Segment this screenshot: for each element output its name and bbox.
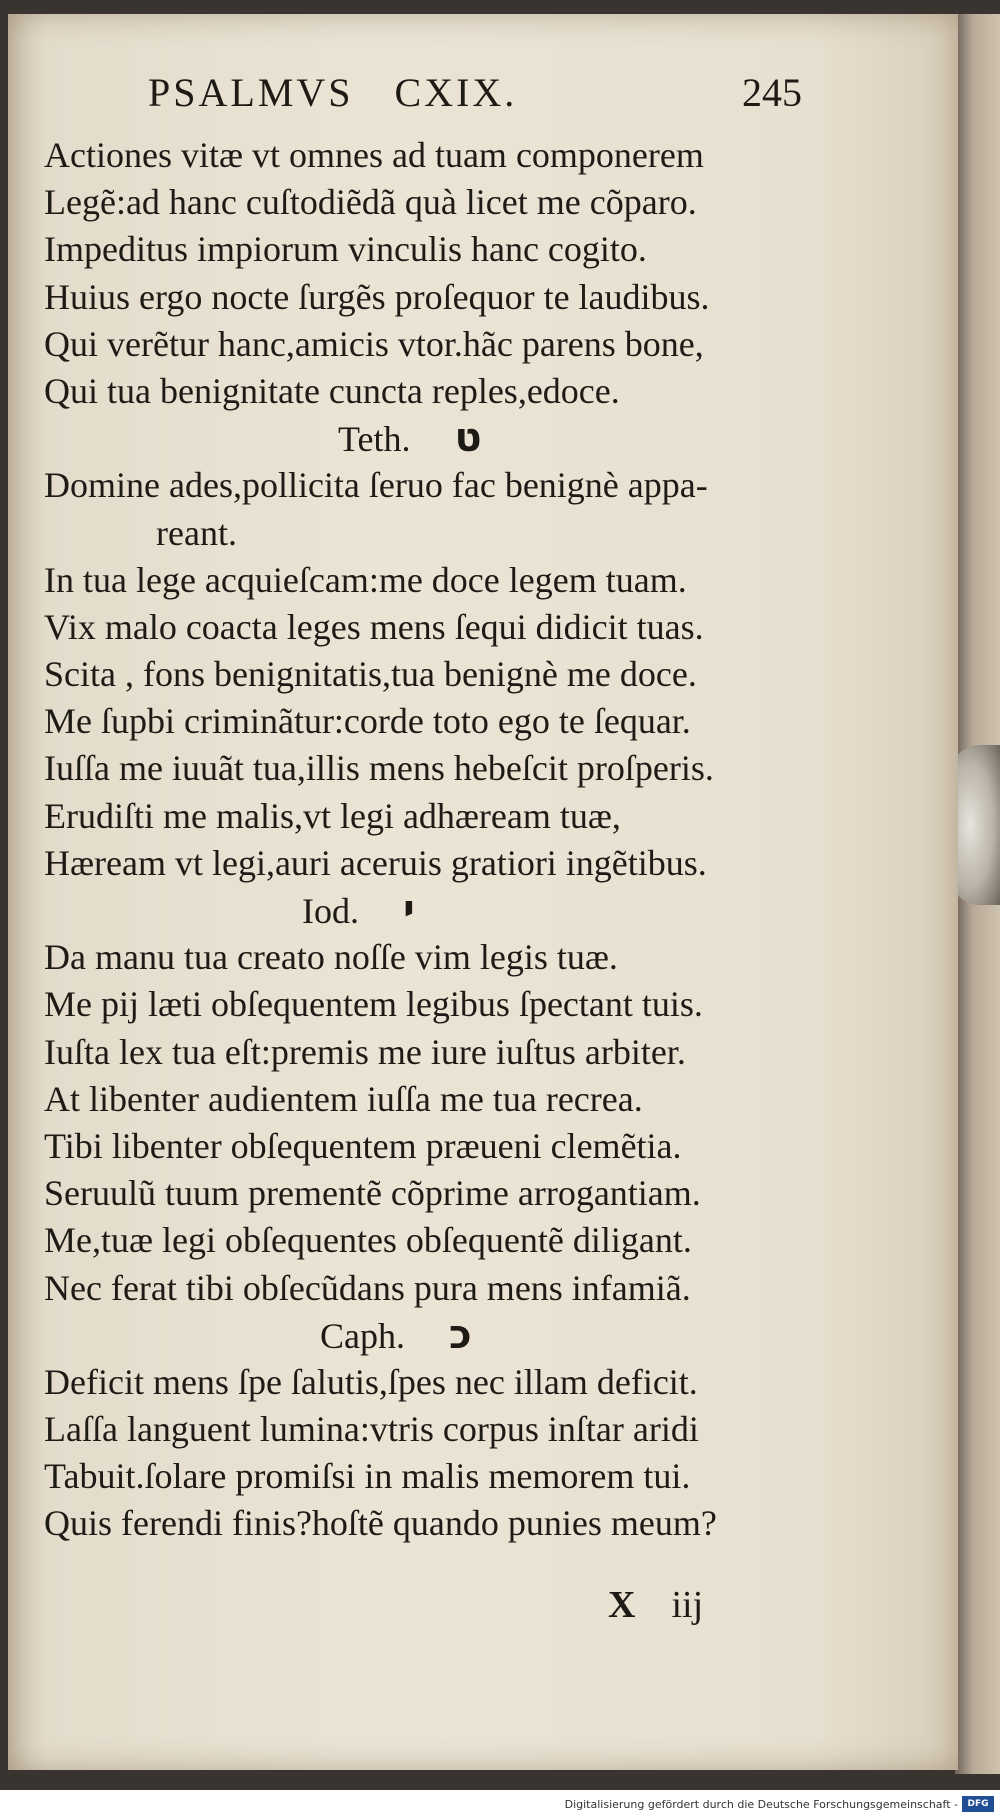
section-name: Caph. (320, 1315, 405, 1356)
section-name: Teth. (338, 419, 411, 460)
hebrew-letter: ט (454, 415, 482, 462)
page-number: 245 (742, 70, 802, 115)
signature-letter: X (608, 1584, 636, 1626)
book-page (8, 14, 958, 1770)
verse-line: Tabuit.ſolare promiſsi in malis memorem tui. (44, 1456, 691, 1497)
verse-line: Laſſa languent lumina:vtris corpus inſtar aridi (44, 1409, 699, 1450)
section-heading (44, 887, 904, 934)
hebrew-letter: י (403, 887, 415, 933)
verse-line: Vix malo coacta leges mens ſequi didicit tuas. (44, 606, 704, 647)
dfg-logo: DFG (962, 1796, 994, 1812)
verse-line: Actiones vitæ vt omnes ad tuam componerem (44, 135, 704, 175)
verse-line: Legẽ:ad hanc cuſtodiẽdã quà licet me cõparo. (44, 182, 697, 223)
section-heading (44, 1312, 904, 1359)
verse-line: Qui verẽtur hanc,amicis vtor.hãc parens bone, (44, 323, 704, 364)
verse-line: At libenter audientem iuſſa me tua recrea. (44, 1078, 643, 1119)
verse-line: Qui tua benignitate cuncta reples,edoce. (44, 370, 620, 411)
running-head (148, 69, 848, 119)
verse-line: Huius ergo nocte ſurgẽs proſequor te laudibus. (44, 276, 710, 317)
signature-mark (608, 1583, 703, 1627)
verse-line: Me ſupbi criminãtur:corde toto ego te ſequar. (44, 701, 691, 742)
signature-number: iij (671, 1584, 704, 1626)
verse-line: Iuſta lex tua eſt:premis me iure iuſtus arbiter. (44, 1031, 686, 1072)
verse-line: Nec ferat tibi obſecũdans pura mens infamiã. (44, 1267, 691, 1308)
verse-line: Impeditus impiorum vinculis hanc cogito. (44, 229, 647, 270)
credit-bar (0, 1790, 1000, 1819)
verse-line: Deficit mens ſpe ſalutis,ſpes nec illam deficit. (44, 1361, 698, 1402)
funding-credit: Digitalisierung gefördert durch die Deutsche Forschungsgemeinschaft - (564, 1798, 958, 1811)
section-heading (44, 415, 904, 462)
verse-line: Da manu tua creato noſſe vim legis tuæ. (44, 937, 618, 978)
verse-line: Erudiſti me malis,vt legi adhæream tuæ, (44, 795, 621, 836)
psalm-text (44, 132, 904, 1548)
verse-line: In tua lege acquieſcam:me doce legem tuam. (44, 559, 687, 600)
verse-line: Scita , fons benignitatis,tua benignè me doce. (44, 654, 697, 695)
verse-line: Hæream vt legi,auri aceruis gratiori ingẽtibus. (44, 842, 707, 883)
hebrew-letter: כ (449, 1311, 472, 1358)
section-name: Iod. (302, 891, 359, 931)
verse-line: Me,tuæ legi obſequentes obſequentẽ diligant. (44, 1220, 692, 1261)
verse-line: Me pij læti obſequentem legibus ſpectant tuis. (44, 984, 703, 1025)
verse-line: Iuſſa me iuuãt tua,illis mens hebeſcit proſperis. (44, 748, 714, 789)
page-title: PSALMVS CXIX. (148, 70, 518, 115)
verse-line: Seruulũ tuum prementẽ cõprime arrogantiam. (44, 1173, 701, 1214)
verse-line: Domine ades,pollicita ſeruo fac benignè appa- (44, 465, 708, 506)
verse-line: Tibi libenter obſequentem præueni clemẽtia. (44, 1125, 682, 1166)
verse-line: reant. (156, 512, 237, 553)
verse-line: Quis ferendi finis?hoſtẽ quando punies meum? (44, 1503, 717, 1544)
